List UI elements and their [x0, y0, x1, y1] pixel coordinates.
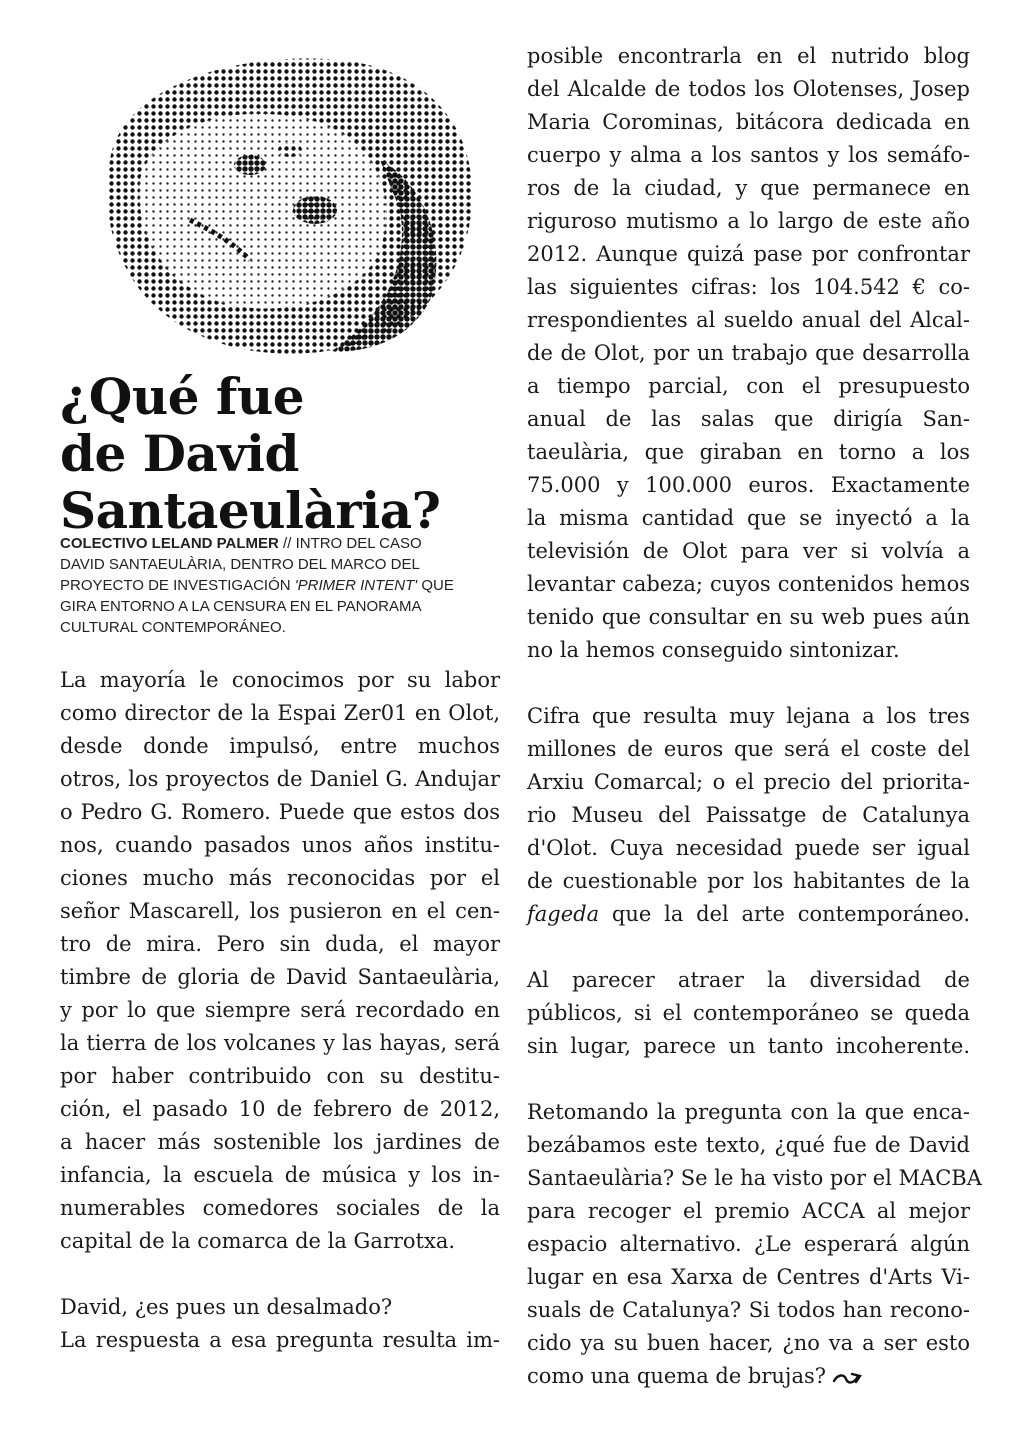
paragraph — [60, 1291, 500, 1357]
text-line: capital de la comarca de la Garrotxa. — [60, 1229, 456, 1253]
text-fragment: como una quema de brujas? — [527, 1364, 827, 1388]
text-line: del Alcalde de todos los Olotenses, Josep — [527, 77, 970, 101]
text-line: Retomando la pregunta con la que enca- — [527, 1100, 970, 1124]
text-line: como director de la Espai Zer01 en Olot, — [60, 701, 500, 725]
text-line: anual de las salas que dirigía San- — [527, 407, 970, 431]
text-line: ros de la ciudad, y que permanece en — [527, 176, 970, 200]
credit-text: CULTURAL CONTEMPORÁNEO. — [60, 619, 286, 636]
text-line: La mayoría le conocimos por su labor — [60, 668, 500, 692]
text-line: David, ¿es pues un desalmado? — [60, 1295, 393, 1319]
body-column-left — [60, 664, 500, 1357]
text-line: a tiempo parcial, con el presupuesto — [527, 374, 970, 398]
text-line: desde donde impulsó, entre muchos — [60, 734, 500, 758]
text-line: nos, cuando pasados unos años institu- — [60, 833, 500, 857]
headline-line: Santaeulària? — [60, 481, 441, 540]
text-line: timbre de gloria de David Santaeulària, — [60, 965, 500, 989]
text-line: sin lugar, parece un tanto incoherente. — [527, 1034, 970, 1058]
text-line: Al parecer atraer la diversidad de — [527, 968, 970, 992]
text-line: millones de euros que será el coste del — [527, 737, 970, 761]
text-line: cuerpo y alma a los santos y los semáfo- — [527, 143, 970, 167]
text-line: no la hemos conseguido sintonizar. — [527, 638, 900, 662]
text-line: riguroso mutismo a lo largo de este año — [527, 209, 970, 233]
text-line: tenido que consultar en su web pues aún — [527, 605, 970, 629]
paragraph — [60, 664, 500, 1258]
italic-word: fageda — [527, 902, 600, 926]
paragraph — [527, 40, 970, 667]
credit-author: COLECTIVO LELAND PALMER — [60, 535, 279, 552]
text-line: a hacer más sostenible los jardines de — [60, 1130, 500, 1154]
text-line: 2012. Aunque quizá pase por confrontar — [527, 242, 970, 266]
headline-line: de David — [60, 424, 299, 483]
text-line: ciones mucho más reconocidas por el — [60, 866, 500, 890]
text-line: de de Olot, por un trabajo que desarrolla — [527, 341, 970, 365]
text-line: levantar cabeza; cuyos contenidos hemos — [527, 572, 970, 596]
text-line: rio Museu del Paissatge de Catalunya — [527, 803, 970, 827]
text-line: bezábamos este texto, ¿qué fue de David — [527, 1133, 970, 1157]
text-fragment: que la del arte contemporáneo. — [599, 902, 970, 926]
text-line: y por lo que siempre será recordado en — [60, 998, 500, 1022]
text-line: Maria Corominas, bitácora dedicada en — [527, 110, 970, 134]
text-line: tro de mira. Pero sin duda, el mayor — [60, 932, 500, 956]
credit-text: GIRA ENTORNO A LA CENSURA EN EL PANORAMA — [60, 598, 422, 615]
halftone-portrait-image — [80, 40, 480, 360]
text-line: 75.000 y 100.000 euros. Exactamente — [527, 473, 970, 497]
text-line: posible encontrarla en el nutrido blog — [527, 44, 970, 68]
article-headline — [60, 368, 500, 539]
headline-line: ¿Qué fue — [60, 367, 305, 426]
paragraph — [527, 1096, 982, 1393]
text-line: por haber contribuido con su destitu- — [60, 1064, 500, 1088]
text-line: públicos, si el contemporáneo se queda — [527, 1001, 970, 1025]
text-line: La respuesta a esa pregunta resulta im- — [60, 1328, 500, 1352]
text-line: Santaeulària? Se le ha visto por el MACBA — [527, 1166, 982, 1190]
credit-project-name: 'PRIMER INTENT' — [294, 577, 418, 594]
text-line: taeulària, que giraban en torno a los — [527, 440, 970, 464]
text-line: rrespondientes al sueldo anual del Alcal- — [527, 308, 970, 332]
text-line: de cuestionable por los habitantes de la — [527, 869, 970, 893]
text-line: ción, el pasado 10 de febrero de 2012, — [60, 1097, 500, 1121]
body-column-right — [527, 40, 982, 1393]
text-line: televisión de Olot para ver si volvía a — [527, 539, 970, 563]
text-line: Arxiu Comarcal; o el precio del priorita- — [527, 770, 970, 794]
text-line: Cifra que resulta muy lejana a los tres — [527, 704, 970, 728]
text-line: lugar en esa Xarxa de Centres d'Arts Vi- — [527, 1265, 970, 1289]
text-line: señor Mascarell, los pusieron en el cen- — [60, 899, 500, 923]
article-credit — [60, 533, 505, 638]
credit-text: QUE — [417, 577, 454, 594]
text-line: o Pedro G. Romero. Puede que estos dos — [60, 800, 500, 824]
text-line — [527, 898, 970, 931]
text-line: infancia, la escuela de música y los in- — [60, 1163, 500, 1187]
text-line — [527, 1360, 970, 1393]
text-line: para recoger el premio ACCA al mejor — [527, 1199, 970, 1223]
credit-separator: // — [278, 535, 296, 552]
text-line: espacio alternativo. ¿Le esperará algún — [527, 1232, 970, 1256]
text-line: la misma cantidad que se inyectó a la — [527, 506, 970, 530]
credit-text: PROYECTO DE INVESTIGACIÓN — [60, 577, 295, 594]
text-line: la tierra de los volcanes y las hayas, será — [60, 1031, 500, 1055]
paragraph — [527, 700, 970, 931]
credit-text: DAVID SANTAEULÀRIA, DENTRO DEL MARCO DEL — [60, 556, 420, 573]
text-line: suals de Catalunya? Si todos han recono- — [527, 1298, 970, 1322]
text-line: cido ya su buen hacer, ¿no va a ser esto — [527, 1331, 970, 1355]
credit-text: INTRO DEL CASO — [295, 535, 422, 552]
text-line: numerables comedores sociales de la — [60, 1196, 500, 1220]
paragraph — [527, 964, 970, 1063]
text-line: d'Olot. Cuya necesidad puede ser igual — [527, 836, 970, 860]
text-line: las siguientes cifras: los 104.542 € co- — [527, 275, 970, 299]
end-of-article-icon — [832, 1370, 862, 1386]
text-line: otros, los proyectos de Daniel G. Andujar — [60, 767, 500, 791]
